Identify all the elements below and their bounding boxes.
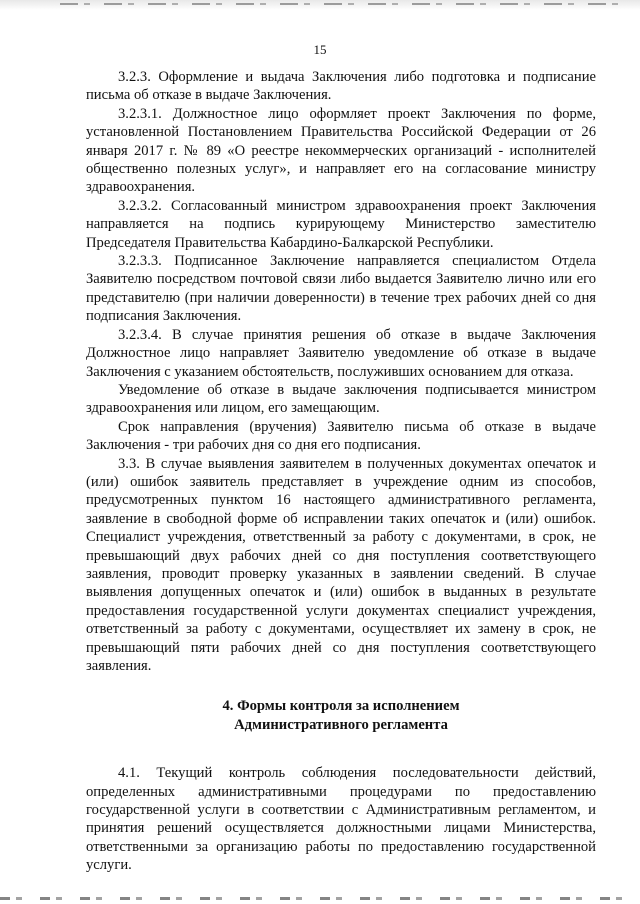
section-4-heading-line1: 4. Формы контроля за исполнением: [222, 698, 460, 715]
paragraph-4-1: 4.1. Текущий контроль соблюдения последовательности действий, определенных административными процедурами по предоставлению государственной услуги в соответствии с Административным регламентом, и принятия решений осуществляется должностными лицами Министерства, ответственными за организацию работы по предоставлению государственной услуги.: [86, 765, 596, 874]
paragraph-refusal-signature: Уведомление об отказе в выдаче заключения подписывается министром здравоохранения или лицом, его замещающим.: [86, 381, 596, 417]
paragraph-3-2-3-1: 3.2.3.1. Должностное лицо оформляет проект Заключения по форме, установленной Постановлением Правительства Российской Федерации от 26 января 2017 г. № 89 «О реестре некоммерческих организаций - исполнителей общественно полезных услуг», и направляет его на согласование министру здравоохранения.: [86, 105, 596, 196]
paragraph-3-3: 3.3. В случае выявления заявителем в полученных документах опечаток и (или) ошибок заявитель представляет в учреждение одним из способов, предусмотренных пунктом 16 настоящего административного регламента, заявление в свободной форме об исправлении таких опечаток и (или) ошибок. Специалист учреждения, ответственный за работу с документами, в срок, не превышающий двух рабочих дней со дня поступления соответствующего заявления, проводит проверку указанных в заявлении сведений. В случае выявления допущенных опечаток и (или) ошибок в выданных в результате предоставления государственной услуги документах специалист учреждения, ответственный за работу с документами, осуществляет их замену в срок, не превышающий пяти рабочих дней со дня поступления соответствующего заявления.: [86, 455, 596, 674]
scan-artifact-bottom: [0, 897, 640, 900]
paragraph-3-2-3: 3.2.3. Оформление и выдача Заключения либо подготовка и подписание письма об отказе в выдаче Заключения.: [86, 69, 596, 104]
paragraph-refusal-deadline: Срок направления (вручения) Заявителю письма об отказе в выдаче Заключения - три рабочих дня со дня его подписания.: [86, 418, 596, 454]
paragraph-3-2-3-3: 3.2.3.3. Подписанное Заключение направляется специалистом Отдела Заявителю посредством почтовой связи либо выдается Заявителю лично или его представителю (при наличии доверенности) в течение трех рабочих дней со дня подписания Заключения.: [86, 253, 596, 325]
scan-top-edge: [0, 0, 640, 10]
scan-artifact-top: [60, 3, 620, 5]
paragraph-3-2-3-2: 3.2.3.2. Согласованный министром здравоохранения проект Заключения направляется на подпись курирующему Министерство заместителю Председателя Правительства Кабардино-Балкарской Республики.: [86, 197, 596, 251]
page-number: 15: [313, 42, 327, 57]
paragraph-3-2-3-4: 3.2.3.4. В случае принятия решения об отказе в выдаче Заключения Должностное лицо направляет Заявителю уведомление об отказе в выдаче Заключения с указанием обстоятельств, послуживших основанием для отказа.: [86, 326, 596, 380]
document-body: [86, 68, 596, 875]
section-4-heading: [86, 697, 596, 734]
section-4-heading-line2: Административного регламента: [234, 716, 448, 733]
